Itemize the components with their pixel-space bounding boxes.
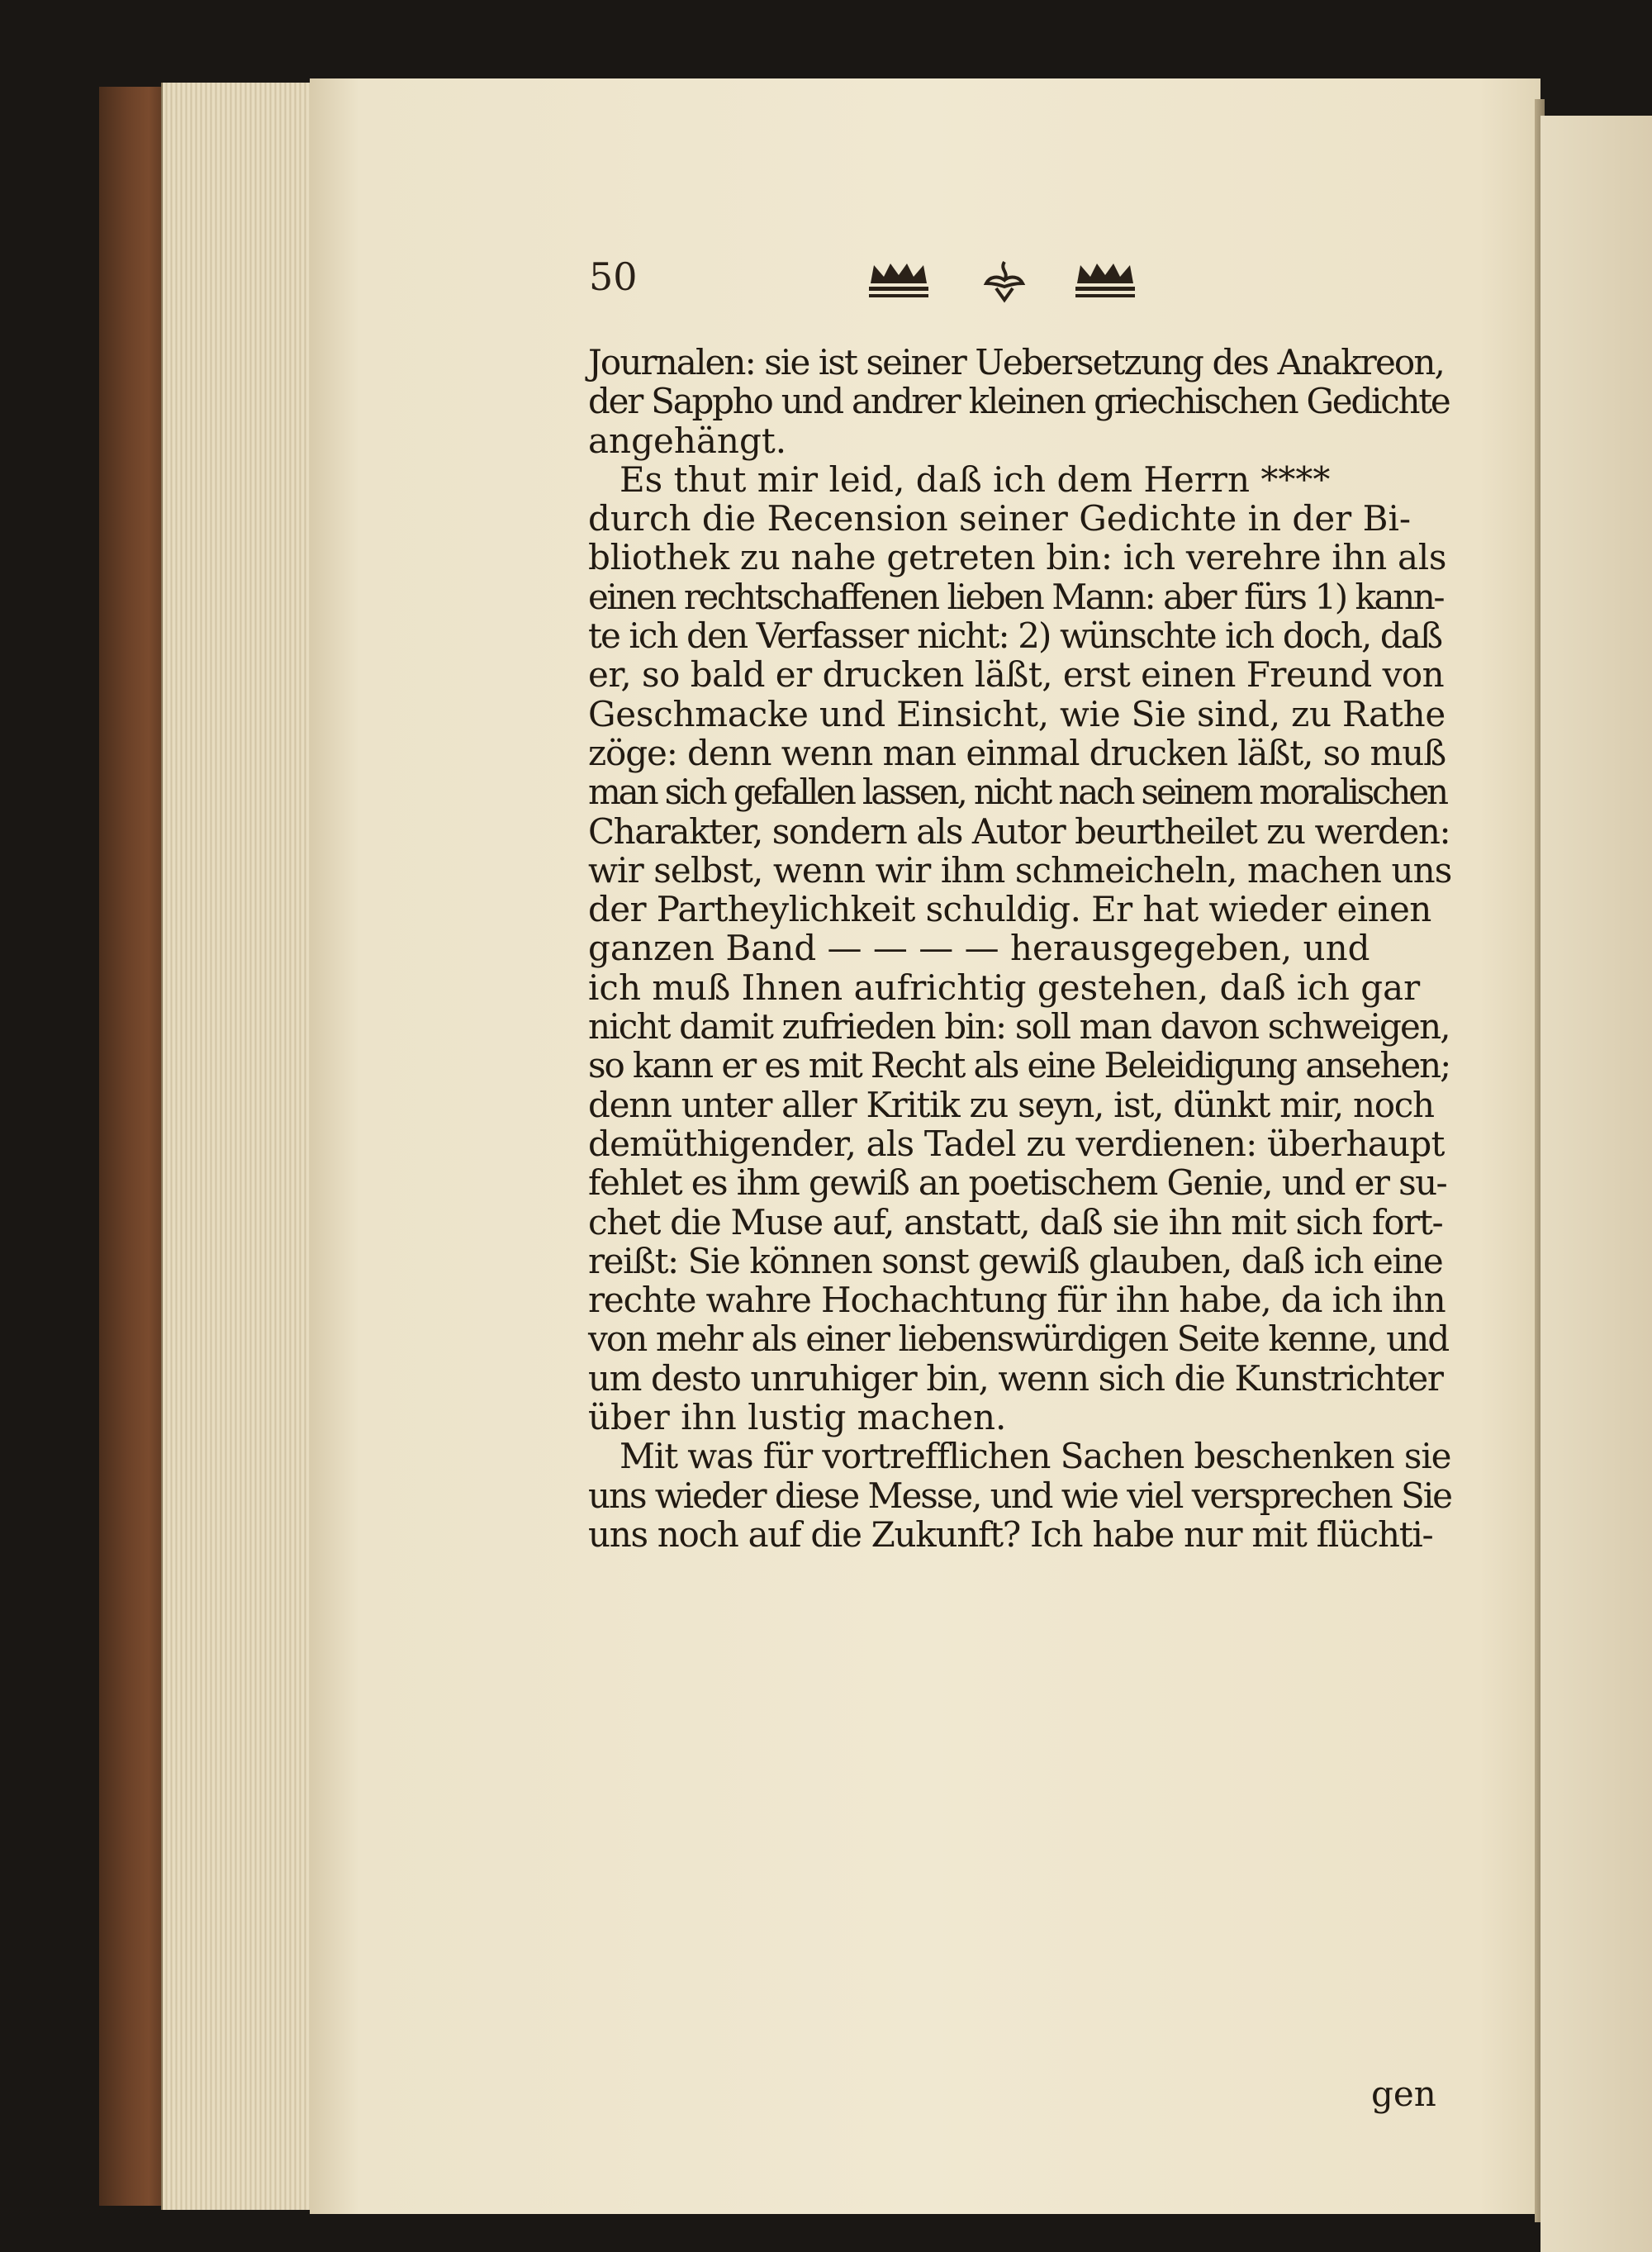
text-line: reißt: Sie können sonst gewiß glauben, daß ich eine	[588, 1240, 1443, 1281]
catchword: gen	[1371, 2074, 1436, 2114]
crown-ornament-left-icon	[866, 259, 932, 300]
text-line: Geschmacke und Einsicht, wie Sie sind, zu Rathe	[588, 693, 1446, 734]
text-line: Mit was für vortrefflichen Sachen beschenken sie	[620, 1436, 1451, 1477]
text-line: bliothek zu nahe getreten bin: ich verehre ihn als	[588, 537, 1447, 578]
text-line: chet die Muse auf, anstatt, daß sie ihn mit sich fort-	[588, 1201, 1443, 1242]
fleuron-ornament-icon	[980, 259, 1029, 304]
facing-page-edge	[1540, 116, 1652, 2252]
text-line: wir selbst, wenn wir ihm schmeicheln, machen uns	[588, 849, 1452, 891]
text-line: so kann er es mit Recht als eine Beleidigung ansehen;	[588, 1045, 1450, 1086]
text-line: einen rechtschaffenen lieben Mann: aber fürs 1) kann-	[588, 576, 1444, 617]
text-line: nicht damit zufrieden bin: soll man davon schweigen,	[588, 1006, 1450, 1048]
text-line: Es thut mir leid, daß ich dem Herrn ****	[620, 458, 1331, 500]
text-line: um desto unruhiger bin, wenn sich die Kunstrichter	[588, 1357, 1443, 1399]
text-line: ganzen Band — — — — herausgegeben, und	[588, 928, 1370, 969]
text-line: über ihn lustig machen.	[588, 1397, 1007, 1438]
text-line: te ich den Verfasser nicht: 2) wünschte ich doch, daß	[588, 615, 1442, 657]
text-line: Journalen: sie ist seiner Uebersetzung des Anakreon,	[588, 342, 1444, 382]
crown-ornament-right-icon	[1072, 259, 1138, 300]
text-line: demüthigender, als Tadel zu verdienen: überhaupt	[588, 1123, 1445, 1164]
text-line: man sich gefallen lassen, nicht nach seinem moralischen	[588, 772, 1446, 813]
text-line: fehlet es ihm gewiß an poetischem Genie, und er su-	[588, 1162, 1447, 1204]
text-line: rechte wahre Hochachtung für ihn habe, da ich ihn	[588, 1280, 1446, 1321]
page-edges	[161, 83, 316, 2210]
page-header	[589, 252, 1448, 302]
text-line: uns noch auf die Zukunft? Ich habe nur mit flüchti-	[588, 1513, 1433, 1555]
text-line: Charakter, sondern als Autor beurtheilet zu werden:	[588, 810, 1450, 852]
text-line: angehängt.	[588, 420, 787, 461]
text-line: uns wieder diese Messe, und wie viel versprechen Sie	[588, 1475, 1451, 1516]
text-line: der Sappho und andrer kleinen griechischen Gedichte	[588, 381, 1450, 422]
text-line: denn unter aller Kritik zu seyn, ist, dünkt mir, noch	[588, 1084, 1434, 1125]
text-line: durch die Recension seiner Gedichte in der Bi-	[588, 498, 1412, 539]
text-line: zöge: denn wenn man einmal drucken läßt, so muß	[588, 732, 1446, 773]
page-number: 50	[589, 254, 638, 299]
text-line: von mehr als einer liebenswürdigen Seite kenne, und	[588, 1318, 1449, 1360]
body-text	[588, 343, 1451, 1554]
text-line: er, so bald er drucken läßt, erst einen Freund von	[588, 654, 1445, 696]
text-line: der Partheylichkeit schuldig. Er hat wieder einen	[588, 889, 1431, 930]
text-line: ich muß Ihnen aufrichtig gestehen, daß ich gar	[588, 967, 1421, 1008]
